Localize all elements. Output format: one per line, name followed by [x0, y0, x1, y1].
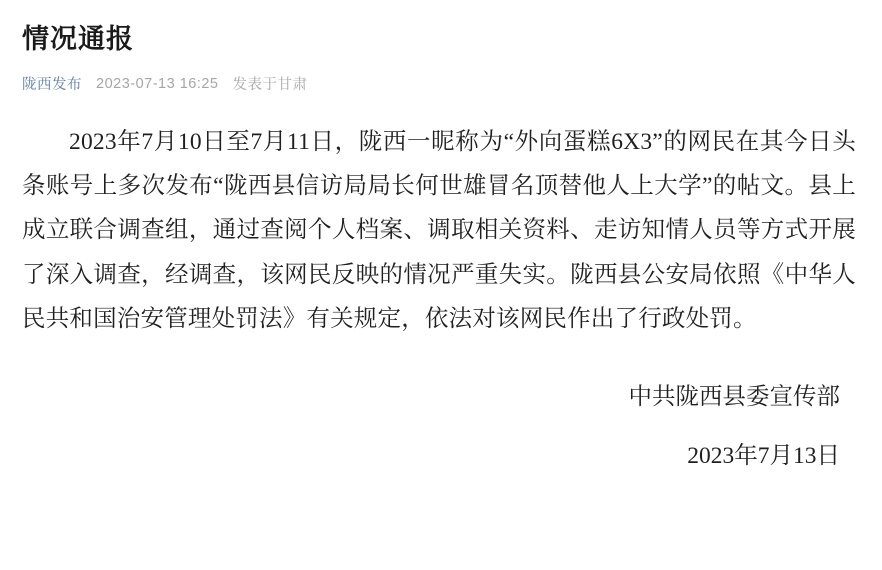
page-title: 情况通报 — [22, 24, 134, 54]
article-source[interactable]: 陇西发布 — [22, 77, 82, 94]
article-timestamp: 2023-07-13 16:25 — [96, 75, 219, 92]
article-location: 发表于甘肃 — [232, 77, 308, 94]
article-body: 2023年7月10日至7月11日，陇西一昵称为“外向蛋糕6X3”的网民在其今日头条账号上多次发布“陇西县信访局局长何世雄冒名顶替他人上大学”的帖文。县上成立联合调查组，通过查阅个人档案、调取相关资料、走访知情人员等方式开展了深入调查，经调查，该网民反映的情况严重失实。陇西县公安局依照《中华人民共和国治安管理处罚法》有关规定，依法对该网民作出了行政处罚。 — [22, 129, 856, 332]
article-signature-date: 2023年7月13日 — [687, 442, 840, 469]
article-signature: 中共陇西县委宣传部 — [628, 383, 840, 410]
article-meta — [22, 73, 856, 94]
